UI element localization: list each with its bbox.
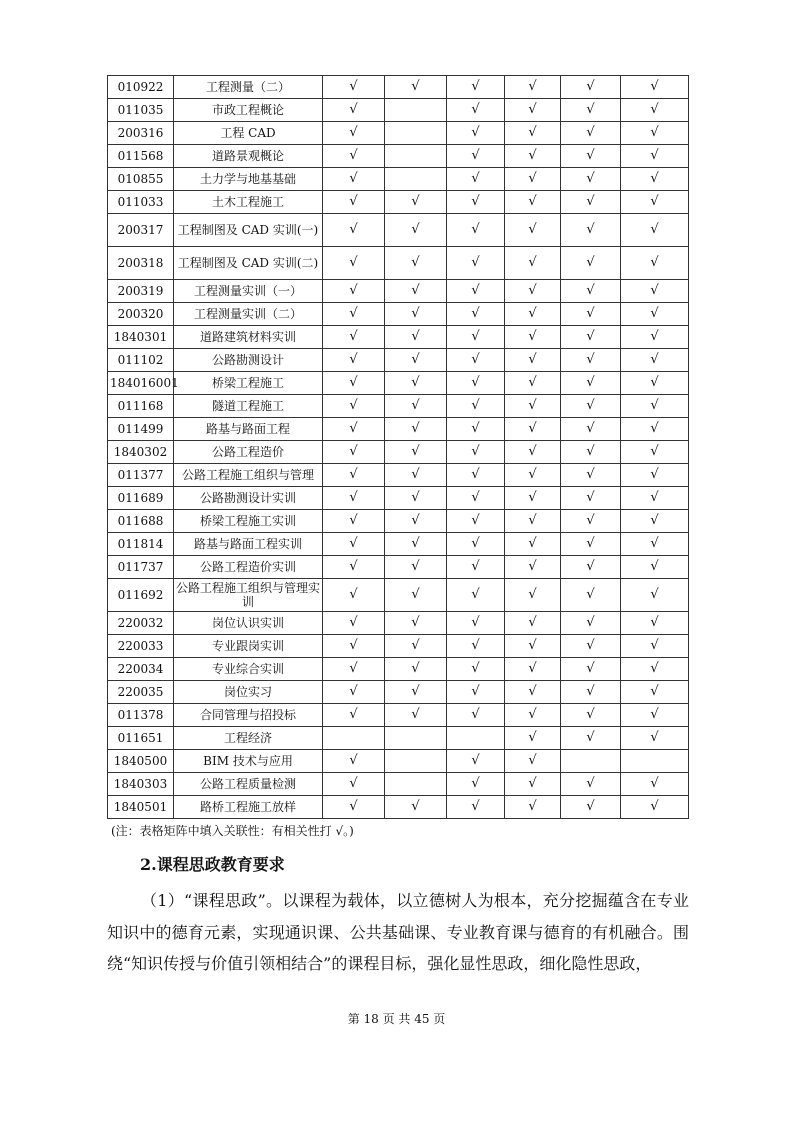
relevance-mark-cell: √ bbox=[505, 510, 561, 533]
relevance-mark-cell: √ bbox=[621, 76, 689, 99]
page-footer: 第 18 页 共 45 页 bbox=[347, 1012, 446, 1026]
relevance-mark-cell: √ bbox=[323, 612, 385, 635]
table-row bbox=[108, 704, 689, 727]
relevance-mark-cell: √ bbox=[505, 145, 561, 168]
relevance-mark-cell: √ bbox=[447, 372, 505, 395]
table-body bbox=[108, 76, 689, 819]
relevance-mark-cell: √ bbox=[505, 464, 561, 487]
relevance-mark-cell: √ bbox=[505, 214, 561, 247]
relevance-mark-cell: √ bbox=[621, 796, 689, 819]
course-code-cell: 011033 bbox=[108, 191, 174, 214]
relevance-mark-cell: √ bbox=[447, 533, 505, 556]
course-name-cell: 工程 CAD bbox=[174, 122, 323, 145]
relevance-mark-cell: √ bbox=[621, 191, 689, 214]
relevance-mark-cell: √ bbox=[323, 168, 385, 191]
relevance-mark-cell: √ bbox=[505, 247, 561, 280]
course-name-cell: 公路工程造价实训 bbox=[174, 556, 323, 579]
course-code-cell: 010922 bbox=[108, 76, 174, 99]
relevance-mark-cell: √ bbox=[505, 704, 561, 727]
relevance-mark-cell: √ bbox=[323, 349, 385, 372]
relevance-mark-cell bbox=[561, 750, 621, 773]
relevance-mark-cell: √ bbox=[447, 168, 505, 191]
course-code-cell: 011568 bbox=[108, 145, 174, 168]
table-row bbox=[108, 214, 689, 247]
table-row bbox=[108, 681, 689, 704]
relevance-mark-cell bbox=[385, 145, 447, 168]
course-name-cell: 工程经济 bbox=[174, 727, 323, 750]
relevance-mark-cell: √ bbox=[621, 280, 689, 303]
relevance-mark-cell bbox=[621, 750, 689, 773]
relevance-mark-cell: √ bbox=[505, 372, 561, 395]
relevance-mark-cell: √ bbox=[447, 704, 505, 727]
course-code-cell: 1840303 bbox=[108, 773, 174, 796]
relevance-mark-cell bbox=[323, 727, 385, 750]
relevance-mark-cell: √ bbox=[323, 487, 385, 510]
course-code-cell: 011688 bbox=[108, 510, 174, 533]
course-name-cell: 道路建筑材料实训 bbox=[174, 326, 323, 349]
relevance-mark-cell: √ bbox=[505, 418, 561, 441]
course-name-cell: 桥梁工程施工 bbox=[174, 372, 323, 395]
relevance-mark-cell: √ bbox=[505, 122, 561, 145]
relevance-mark-cell: √ bbox=[561, 533, 621, 556]
course-name-cell: 工程测量实训（一） bbox=[174, 280, 323, 303]
table-row bbox=[108, 76, 689, 99]
relevance-mark-cell: √ bbox=[505, 191, 561, 214]
relevance-mark-cell: √ bbox=[505, 533, 561, 556]
relevance-mark-cell: √ bbox=[561, 349, 621, 372]
table-row bbox=[108, 612, 689, 635]
relevance-mark-cell: √ bbox=[505, 681, 561, 704]
relevance-mark-cell: √ bbox=[385, 464, 447, 487]
relevance-mark-cell: √ bbox=[323, 658, 385, 681]
table-row bbox=[108, 556, 689, 579]
relevance-mark-cell: √ bbox=[385, 658, 447, 681]
relevance-mark-cell bbox=[385, 727, 447, 750]
course-code-cell: 220035 bbox=[108, 681, 174, 704]
course-name-cell: 土木工程施工 bbox=[174, 191, 323, 214]
relevance-mark-cell: √ bbox=[505, 326, 561, 349]
relevance-mark-cell: √ bbox=[447, 99, 505, 122]
relevance-mark-cell: √ bbox=[505, 395, 561, 418]
relevance-mark-cell: √ bbox=[561, 796, 621, 819]
course-name-cell: 公路工程施工组织与管理 bbox=[174, 464, 323, 487]
relevance-mark-cell: √ bbox=[621, 612, 689, 635]
course-relevance-table bbox=[107, 75, 689, 819]
course-name-cell: 公路工程质量检测 bbox=[174, 773, 323, 796]
relevance-mark-cell: √ bbox=[323, 303, 385, 326]
relevance-mark-cell: √ bbox=[621, 773, 689, 796]
relevance-mark-cell: √ bbox=[505, 303, 561, 326]
relevance-mark-cell: √ bbox=[323, 247, 385, 280]
relevance-mark-cell: √ bbox=[323, 441, 385, 464]
relevance-mark-cell: √ bbox=[621, 635, 689, 658]
relevance-mark-cell: √ bbox=[561, 372, 621, 395]
relevance-mark-cell: √ bbox=[447, 556, 505, 579]
relevance-mark-cell: √ bbox=[385, 372, 447, 395]
relevance-mark-cell: √ bbox=[385, 681, 447, 704]
table-row bbox=[108, 579, 689, 612]
course-code-cell: 1840302 bbox=[108, 441, 174, 464]
relevance-mark-cell: √ bbox=[447, 145, 505, 168]
relevance-mark-cell: √ bbox=[323, 76, 385, 99]
table-row bbox=[108, 510, 689, 533]
relevance-mark-cell: √ bbox=[621, 372, 689, 395]
table-note: (注：表格矩阵中填入关联性：有相关性打 √。) bbox=[111, 824, 354, 838]
course-name-cell: 工程测量实训（二） bbox=[174, 303, 323, 326]
table-row bbox=[108, 122, 689, 145]
course-code-cell: 011035 bbox=[108, 99, 174, 122]
course-code-cell: 220033 bbox=[108, 635, 174, 658]
relevance-mark-cell: √ bbox=[621, 326, 689, 349]
relevance-mark-cell: √ bbox=[447, 214, 505, 247]
relevance-mark-cell: √ bbox=[505, 280, 561, 303]
course-code-cell: 1840500 bbox=[108, 750, 174, 773]
relevance-mark-cell: √ bbox=[323, 372, 385, 395]
relevance-mark-cell: √ bbox=[385, 349, 447, 372]
course-name-cell: BIM 技术与应用 bbox=[174, 750, 323, 773]
relevance-mark-cell: √ bbox=[621, 556, 689, 579]
relevance-mark-cell: √ bbox=[561, 122, 621, 145]
relevance-mark-cell bbox=[385, 750, 447, 773]
relevance-mark-cell: √ bbox=[385, 418, 447, 441]
course-name-cell: 专业跟岗实训 bbox=[174, 635, 323, 658]
relevance-mark-cell: √ bbox=[505, 635, 561, 658]
relevance-mark-cell: √ bbox=[447, 464, 505, 487]
relevance-mark-cell: √ bbox=[561, 280, 621, 303]
relevance-mark-cell: √ bbox=[323, 556, 385, 579]
relevance-mark-cell: √ bbox=[323, 326, 385, 349]
course-code-cell: 200319 bbox=[108, 280, 174, 303]
relevance-mark-cell: √ bbox=[561, 727, 621, 750]
course-name-cell: 工程测量（二） bbox=[174, 76, 323, 99]
relevance-mark-cell: √ bbox=[385, 579, 447, 612]
relevance-mark-cell bbox=[385, 122, 447, 145]
relevance-mark-cell: √ bbox=[385, 612, 447, 635]
relevance-mark-cell: √ bbox=[561, 168, 621, 191]
course-name-cell: 路基与路面工程实训 bbox=[174, 533, 323, 556]
course-code-cell: 220032 bbox=[108, 612, 174, 635]
relevance-mark-cell: √ bbox=[385, 487, 447, 510]
relevance-mark-cell: √ bbox=[561, 214, 621, 247]
course-name-cell: 公路工程造价 bbox=[174, 441, 323, 464]
table-row bbox=[108, 349, 689, 372]
table-row bbox=[108, 750, 689, 773]
course-name-cell: 专业综合实训 bbox=[174, 658, 323, 681]
relevance-mark-cell: √ bbox=[447, 280, 505, 303]
relevance-mark-cell: √ bbox=[505, 168, 561, 191]
relevance-mark-cell: √ bbox=[447, 349, 505, 372]
relevance-mark-cell: √ bbox=[447, 395, 505, 418]
table-row bbox=[108, 168, 689, 191]
relevance-mark-cell: √ bbox=[561, 773, 621, 796]
course-code-cell: 011689 bbox=[108, 487, 174, 510]
relevance-mark-cell: √ bbox=[323, 145, 385, 168]
relevance-mark-cell: √ bbox=[505, 612, 561, 635]
relevance-mark-cell: √ bbox=[621, 349, 689, 372]
relevance-mark-cell: √ bbox=[621, 418, 689, 441]
relevance-mark-cell: √ bbox=[505, 727, 561, 750]
course-name-cell: 岗位认识实训 bbox=[174, 612, 323, 635]
relevance-mark-cell: √ bbox=[447, 750, 505, 773]
relevance-mark-cell: √ bbox=[385, 191, 447, 214]
relevance-mark-cell: √ bbox=[323, 280, 385, 303]
course-name-cell: 桥梁工程施工实训 bbox=[174, 510, 323, 533]
course-name-cell: 隧道工程施工 bbox=[174, 395, 323, 418]
relevance-mark-cell: √ bbox=[505, 796, 561, 819]
relevance-mark-cell: √ bbox=[621, 99, 689, 122]
course-code-cell: 200320 bbox=[108, 303, 174, 326]
relevance-mark-cell: √ bbox=[621, 145, 689, 168]
table-row bbox=[108, 191, 689, 214]
table-row bbox=[108, 418, 689, 441]
table-row bbox=[108, 303, 689, 326]
relevance-mark-cell: √ bbox=[561, 326, 621, 349]
relevance-mark-cell: √ bbox=[385, 326, 447, 349]
relevance-mark-cell: √ bbox=[323, 533, 385, 556]
relevance-mark-cell: √ bbox=[323, 191, 385, 214]
relevance-mark-cell: √ bbox=[561, 556, 621, 579]
relevance-mark-cell: √ bbox=[505, 487, 561, 510]
table-row bbox=[108, 395, 689, 418]
relevance-mark-cell: √ bbox=[385, 635, 447, 658]
relevance-mark-cell: √ bbox=[323, 122, 385, 145]
relevance-mark-cell: √ bbox=[561, 191, 621, 214]
relevance-mark-cell: √ bbox=[323, 773, 385, 796]
relevance-mark-cell: √ bbox=[505, 579, 561, 612]
course-code-cell: 011814 bbox=[108, 533, 174, 556]
relevance-mark-cell: √ bbox=[447, 487, 505, 510]
relevance-mark-cell bbox=[385, 773, 447, 796]
relevance-mark-cell: √ bbox=[447, 635, 505, 658]
course-code-cell: 011651 bbox=[108, 727, 174, 750]
course-code-cell: 1840501 bbox=[108, 796, 174, 819]
relevance-mark-cell: √ bbox=[561, 704, 621, 727]
relevance-mark-cell: √ bbox=[505, 441, 561, 464]
course-name-cell: 公路工程施工组织与管理实训 bbox=[174, 579, 323, 612]
relevance-mark-cell: √ bbox=[505, 99, 561, 122]
table-row bbox=[108, 99, 689, 122]
course-name-cell: 岗位实习 bbox=[174, 681, 323, 704]
relevance-mark-cell: √ bbox=[561, 99, 621, 122]
relevance-mark-cell: √ bbox=[621, 681, 689, 704]
course-code-cell: 011692 bbox=[108, 579, 174, 612]
table-row bbox=[108, 533, 689, 556]
table-row bbox=[108, 145, 689, 168]
table-row bbox=[108, 247, 689, 280]
course-code-cell: 011378 bbox=[108, 704, 174, 727]
relevance-mark-cell: √ bbox=[505, 76, 561, 99]
course-code-cell: 1840301 bbox=[108, 326, 174, 349]
course-name-cell: 市政工程概论 bbox=[174, 99, 323, 122]
relevance-mark-cell: √ bbox=[621, 441, 689, 464]
relevance-mark-cell: √ bbox=[447, 796, 505, 819]
relevance-mark-cell: √ bbox=[621, 533, 689, 556]
table-row bbox=[108, 326, 689, 349]
body-paragraph: （1）“课程思政”。以课程为载体，以立德树人为根本，充分挖掘蕴含在专业知识中的德育元素，实现通识课、公共基础课、专业教育课与德育的有机融合。围绕“知识传授与价值引领相结合”的课程目标，强化显性思政，细化隐性思政， bbox=[107, 891, 689, 973]
course-code-cell: 010855 bbox=[108, 168, 174, 191]
relevance-mark-cell: √ bbox=[323, 510, 385, 533]
relevance-mark-cell: √ bbox=[447, 326, 505, 349]
relevance-mark-cell: √ bbox=[447, 579, 505, 612]
relevance-mark-cell: √ bbox=[561, 487, 621, 510]
course-code-cell: 011737 bbox=[108, 556, 174, 579]
relevance-mark-cell: √ bbox=[621, 214, 689, 247]
relevance-mark-cell: √ bbox=[621, 510, 689, 533]
course-name-cell: 公路勘测设计实训 bbox=[174, 487, 323, 510]
relevance-mark-cell bbox=[385, 99, 447, 122]
relevance-mark-cell: √ bbox=[561, 303, 621, 326]
course-name-cell: 合同管理与招投标 bbox=[174, 704, 323, 727]
table-row bbox=[108, 658, 689, 681]
relevance-mark-cell: √ bbox=[561, 510, 621, 533]
course-code-cell: 200316 bbox=[108, 122, 174, 145]
relevance-mark-cell: √ bbox=[385, 556, 447, 579]
relevance-mark-cell: √ bbox=[447, 76, 505, 99]
relevance-mark-cell: √ bbox=[447, 441, 505, 464]
relevance-mark-cell: √ bbox=[385, 76, 447, 99]
relevance-mark-cell: √ bbox=[323, 99, 385, 122]
relevance-mark-cell: √ bbox=[385, 704, 447, 727]
relevance-mark-cell: √ bbox=[561, 145, 621, 168]
relevance-mark-cell: √ bbox=[561, 76, 621, 99]
course-name-cell: 工程制图及 CAD 实训(二) bbox=[174, 247, 323, 280]
course-name-cell: 路基与路面工程 bbox=[174, 418, 323, 441]
relevance-mark-cell: √ bbox=[385, 247, 447, 280]
relevance-mark-cell: √ bbox=[621, 247, 689, 280]
course-code-cell: 011499 bbox=[108, 418, 174, 441]
course-code-cell: 200317 bbox=[108, 214, 174, 247]
relevance-mark-cell: √ bbox=[385, 796, 447, 819]
relevance-mark-cell: √ bbox=[621, 658, 689, 681]
relevance-mark-cell: √ bbox=[561, 247, 621, 280]
relevance-mark-cell: √ bbox=[385, 441, 447, 464]
relevance-mark-cell: √ bbox=[621, 303, 689, 326]
relevance-mark-cell: √ bbox=[323, 395, 385, 418]
relevance-mark-cell: √ bbox=[323, 681, 385, 704]
relevance-mark-cell: √ bbox=[621, 704, 689, 727]
relevance-mark-cell: √ bbox=[323, 635, 385, 658]
relevance-mark-cell: √ bbox=[447, 658, 505, 681]
course-code-cell: 011377 bbox=[108, 464, 174, 487]
course-code-cell: 011102 bbox=[108, 349, 174, 372]
relevance-mark-cell bbox=[447, 727, 505, 750]
relevance-mark-cell: √ bbox=[561, 441, 621, 464]
relevance-mark-cell: √ bbox=[621, 579, 689, 612]
table-row bbox=[108, 487, 689, 510]
relevance-mark-cell: √ bbox=[447, 612, 505, 635]
relevance-mark-cell: √ bbox=[323, 464, 385, 487]
table-row bbox=[108, 464, 689, 487]
relevance-mark-cell: √ bbox=[323, 750, 385, 773]
relevance-mark-cell: √ bbox=[385, 303, 447, 326]
relevance-mark-cell: √ bbox=[447, 191, 505, 214]
course-code-cell: 184016001 bbox=[108, 372, 174, 395]
course-name-cell: 土力学与地基基础 bbox=[174, 168, 323, 191]
relevance-mark-cell: √ bbox=[561, 418, 621, 441]
relevance-mark-cell: √ bbox=[505, 773, 561, 796]
relevance-mark-cell: √ bbox=[561, 635, 621, 658]
table-row bbox=[108, 773, 689, 796]
relevance-mark-cell: √ bbox=[505, 556, 561, 579]
relevance-mark-cell: √ bbox=[385, 395, 447, 418]
section-heading: 2.课程思政教育要求 bbox=[140, 855, 285, 874]
relevance-mark-cell: √ bbox=[323, 796, 385, 819]
relevance-mark-cell: √ bbox=[621, 464, 689, 487]
table-row bbox=[108, 441, 689, 464]
relevance-mark-cell: √ bbox=[323, 418, 385, 441]
table-row bbox=[108, 280, 689, 303]
relevance-mark-cell: √ bbox=[561, 658, 621, 681]
relevance-mark-cell: √ bbox=[621, 727, 689, 750]
relevance-mark-cell: √ bbox=[561, 464, 621, 487]
course-name-cell: 道路景观概论 bbox=[174, 145, 323, 168]
relevance-mark-cell: √ bbox=[561, 395, 621, 418]
relevance-mark-cell: √ bbox=[385, 280, 447, 303]
relevance-mark-cell: √ bbox=[323, 579, 385, 612]
relevance-mark-cell: √ bbox=[505, 658, 561, 681]
table-row bbox=[108, 727, 689, 750]
relevance-mark-cell: √ bbox=[621, 122, 689, 145]
relevance-mark-cell: √ bbox=[447, 510, 505, 533]
course-name-cell: 工程制图及 CAD 实训(一) bbox=[174, 214, 323, 247]
relevance-mark-cell: √ bbox=[323, 214, 385, 247]
relevance-mark-cell: √ bbox=[621, 487, 689, 510]
relevance-mark-cell: √ bbox=[561, 681, 621, 704]
relevance-mark-cell: √ bbox=[447, 418, 505, 441]
table-row bbox=[108, 372, 689, 395]
relevance-mark-cell: √ bbox=[505, 349, 561, 372]
relevance-mark-cell: √ bbox=[561, 579, 621, 612]
relevance-mark-cell: √ bbox=[561, 612, 621, 635]
relevance-mark-cell: √ bbox=[621, 395, 689, 418]
course-name-cell: 路桥工程施工放样 bbox=[174, 796, 323, 819]
relevance-mark-cell: √ bbox=[447, 303, 505, 326]
course-code-cell: 200318 bbox=[108, 247, 174, 280]
relevance-mark-cell: √ bbox=[447, 681, 505, 704]
relevance-mark-cell: √ bbox=[323, 704, 385, 727]
relevance-mark-cell: √ bbox=[447, 773, 505, 796]
course-code-cell: 011168 bbox=[108, 395, 174, 418]
relevance-mark-cell: √ bbox=[447, 247, 505, 280]
course-name-cell: 公路勘测设计 bbox=[174, 349, 323, 372]
relevance-mark-cell: √ bbox=[505, 750, 561, 773]
relevance-mark-cell: √ bbox=[621, 168, 689, 191]
course-code-cell: 220034 bbox=[108, 658, 174, 681]
relevance-mark-cell: √ bbox=[385, 510, 447, 533]
table-row bbox=[108, 796, 689, 819]
relevance-mark-cell: √ bbox=[447, 122, 505, 145]
relevance-mark-cell bbox=[385, 168, 447, 191]
relevance-mark-cell: √ bbox=[385, 533, 447, 556]
relevance-mark-cell: √ bbox=[385, 214, 447, 247]
table-row bbox=[108, 635, 689, 658]
